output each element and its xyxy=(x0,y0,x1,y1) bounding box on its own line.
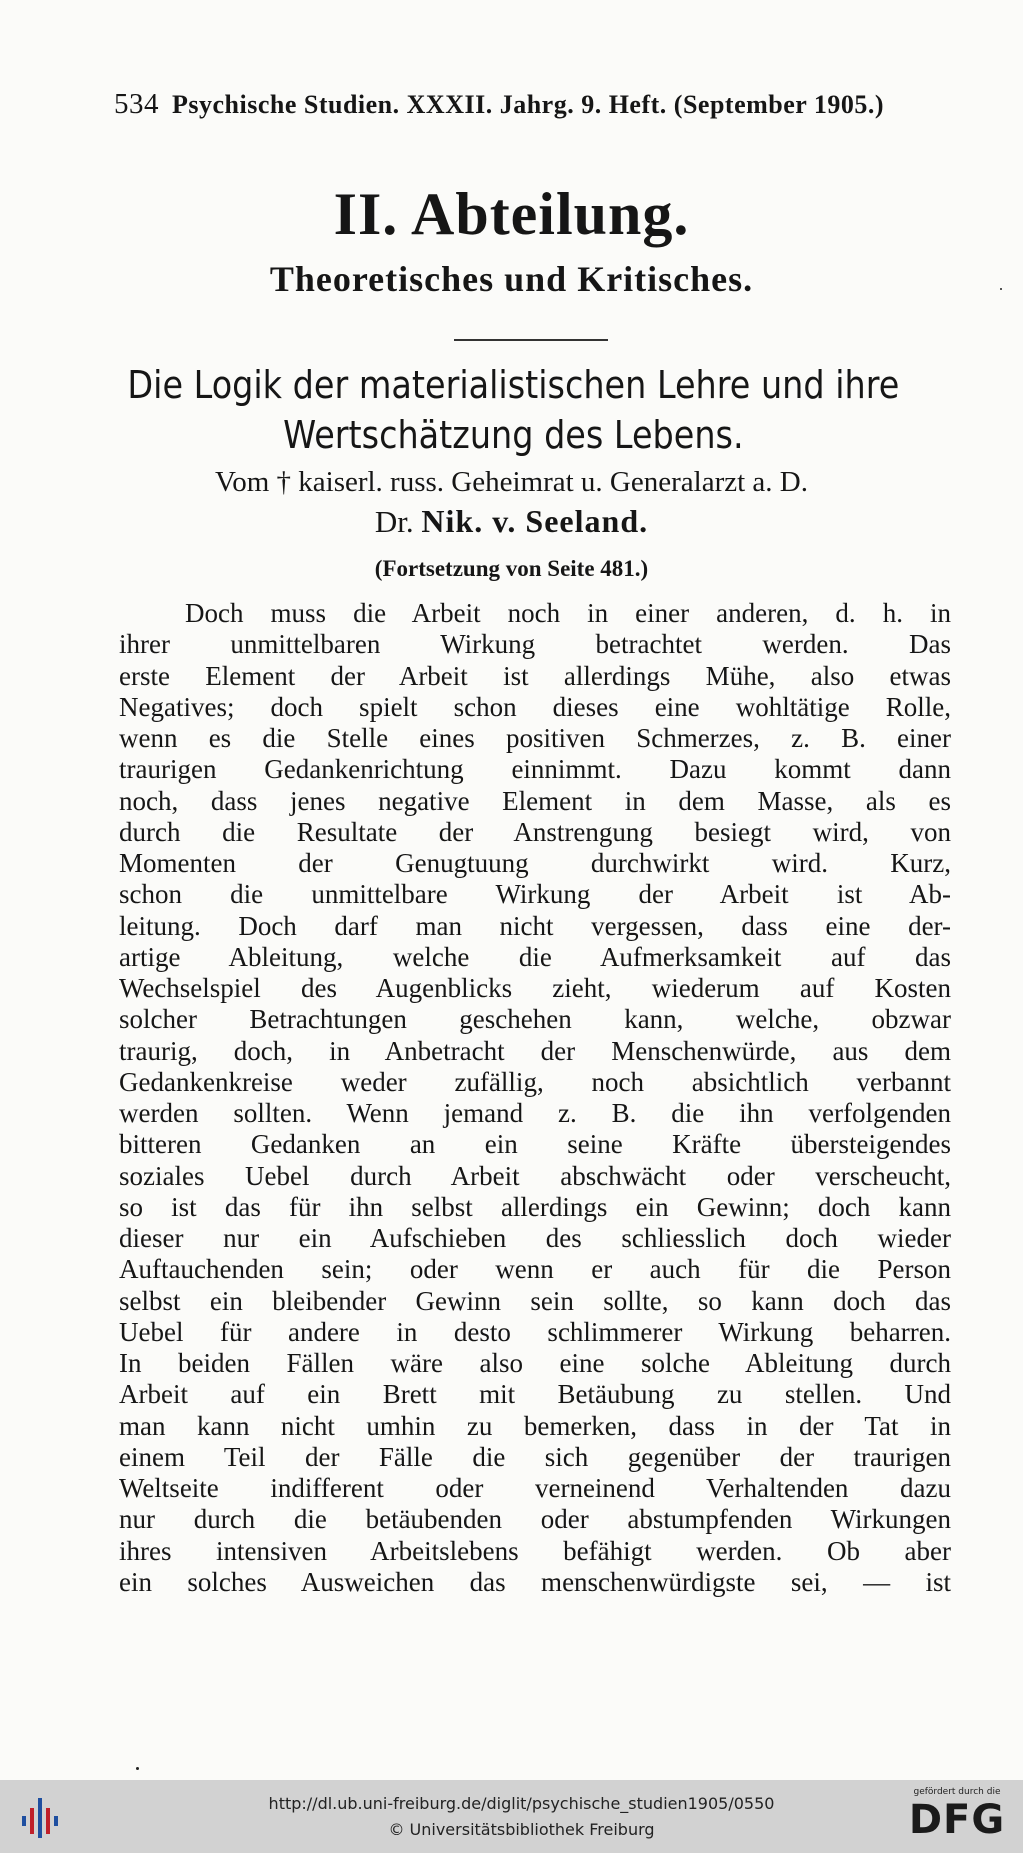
text-line: artige Ableitung, welche die Aufmerksamkeit auf das xyxy=(119,941,951,972)
author-name: Nik. v. Seeland. xyxy=(421,503,649,539)
text-line: leitung. Doch darf man nicht vergessen, dass eine der- xyxy=(119,910,951,941)
text-line: dieser nur ein Aufschieben des schliesslich doch wieder xyxy=(119,1223,951,1253)
text-line: Wechselspiel des Augenblicks zieht, wiederum auf Kosten xyxy=(119,973,951,1003)
text-line: ihrer unmittelbaren Wirkung betrachtet werden. Das xyxy=(119,629,951,660)
text-line: Auftauchenden sein; oder wenn er auch für die Person xyxy=(119,1254,951,1285)
text-line: schon die unmittelbare Wirkung der Arbeit ist Ab- xyxy=(119,879,951,910)
text-line: Doch muss die Arbeit noch in einer anderen, d. h. in xyxy=(185,598,951,628)
byline: Vom † kaiserl. russ. Geheimrat u. Generalarzt a. D. xyxy=(215,466,808,498)
text-line: soziales Uebel durch Arbeit abschwächt oder verscheucht, xyxy=(119,1160,951,1191)
divider-rule xyxy=(454,339,608,341)
text-line: man kann nicht umhin zu bemerken, dass in der Tat in xyxy=(119,1410,951,1441)
text-line: erste Element der Arbeit ist allerdings Mühe, also etwas xyxy=(119,660,951,691)
text-line: so ist das für ihn selbst allerdings ein Gewinn; doch kann xyxy=(119,1191,951,1222)
text-line: traurig, doch, in Anbetracht der Menschenwürde, aus dem xyxy=(119,1035,951,1066)
author-prefix: Dr. xyxy=(374,504,414,539)
running-head xyxy=(114,88,954,121)
page-number: 534 xyxy=(114,88,159,120)
text-line: Uebel für andere in desto schlimmerer Wirkung beharren. xyxy=(119,1316,951,1347)
footer-bar xyxy=(0,1780,1023,1853)
dfg-logo xyxy=(901,1786,1013,1848)
text-line: Arbeit auf ein Brett mit Betäubung zu stellen. Und xyxy=(119,1379,951,1410)
text-line: noch, dass jenes negative Element in dem Masse, als es xyxy=(119,785,951,816)
text-line: traurigen Gedankenrichtung einnimmt. Dazu kommt dann xyxy=(119,754,951,785)
section-title: II. Abteilung. xyxy=(333,181,690,247)
article-title-line-2: Wertschätzung des Lebens. xyxy=(283,413,744,457)
scan-speck xyxy=(136,1767,139,1770)
text-line: Weltseite indifferent oder verneinend Verhaltenden dazu xyxy=(119,1473,951,1503)
text-line: selbst ein bleibender Gewinn sein sollte, so kann doch das xyxy=(119,1285,951,1316)
section-subtitle: Theoretisches und Kritisches. xyxy=(269,259,754,299)
continuation-note: (Fortsetzung von Seite 481.) xyxy=(374,556,649,581)
text-line: ihres intensiven Arbeitslebens befähigt werden. Ob aber xyxy=(119,1535,951,1566)
text-line: nur durch die betäubenden oder abstumpfenden Wirkungen xyxy=(119,1504,951,1535)
scan-speck xyxy=(1000,288,1002,290)
text-line: Momenten der Genugtuung durchwirkt wird. Kurz, xyxy=(119,848,951,878)
text-line: einem Teil der Fälle die sich gegenüber der traurigen xyxy=(119,1441,951,1472)
dfg-sponsor-text: gefördert durch die xyxy=(913,1787,1001,1797)
text-line: solcher Betrachtungen geschehen kann, welche, obzwar xyxy=(119,1004,951,1035)
text-line: Gedankenkreise weder zufällig, noch absichtlich verbannt xyxy=(119,1066,951,1097)
article-title xyxy=(63,360,963,460)
text-line: durch die Resultate der Anstrengung besiegt wird, von xyxy=(119,816,951,847)
author xyxy=(0,503,1023,540)
text-line: bitteren Gedanken an ein seine Kräfte übersteigendes xyxy=(119,1129,951,1160)
text-line: werden sollten. Wenn jemand z. B. die ihn verfolgenden xyxy=(119,1098,951,1128)
text-line: Negatives; doch spielt schon dieses eine wohltätige Rolle, xyxy=(119,691,951,722)
article-title-line-1: Die Logik der materialistischen Lehre und ihre xyxy=(127,363,900,407)
body-text xyxy=(119,598,951,1598)
text-line: In beiden Fällen wäre also eine solche Ableitung durch xyxy=(119,1348,951,1378)
running-title: Psychische Studien. XXXII. Jahrg. 9. Heft. (September 1905.) xyxy=(172,90,884,119)
text-line: ein solches Ausweichen das menschenwürdigste sei, — ist xyxy=(119,1566,951,1597)
text-line: wenn es die Stelle eines positiven Schmerzes, z. B. einer xyxy=(119,723,951,753)
dfg-wordmark: DFG xyxy=(908,1797,1006,1843)
copyright-notice: © Universitätsbibliothek Freiburg xyxy=(388,1820,655,1839)
source-url[interactable]: http://dl.ub.uni-freiburg.de/diglit/psychische_studien1905/0550 xyxy=(268,1794,775,1813)
